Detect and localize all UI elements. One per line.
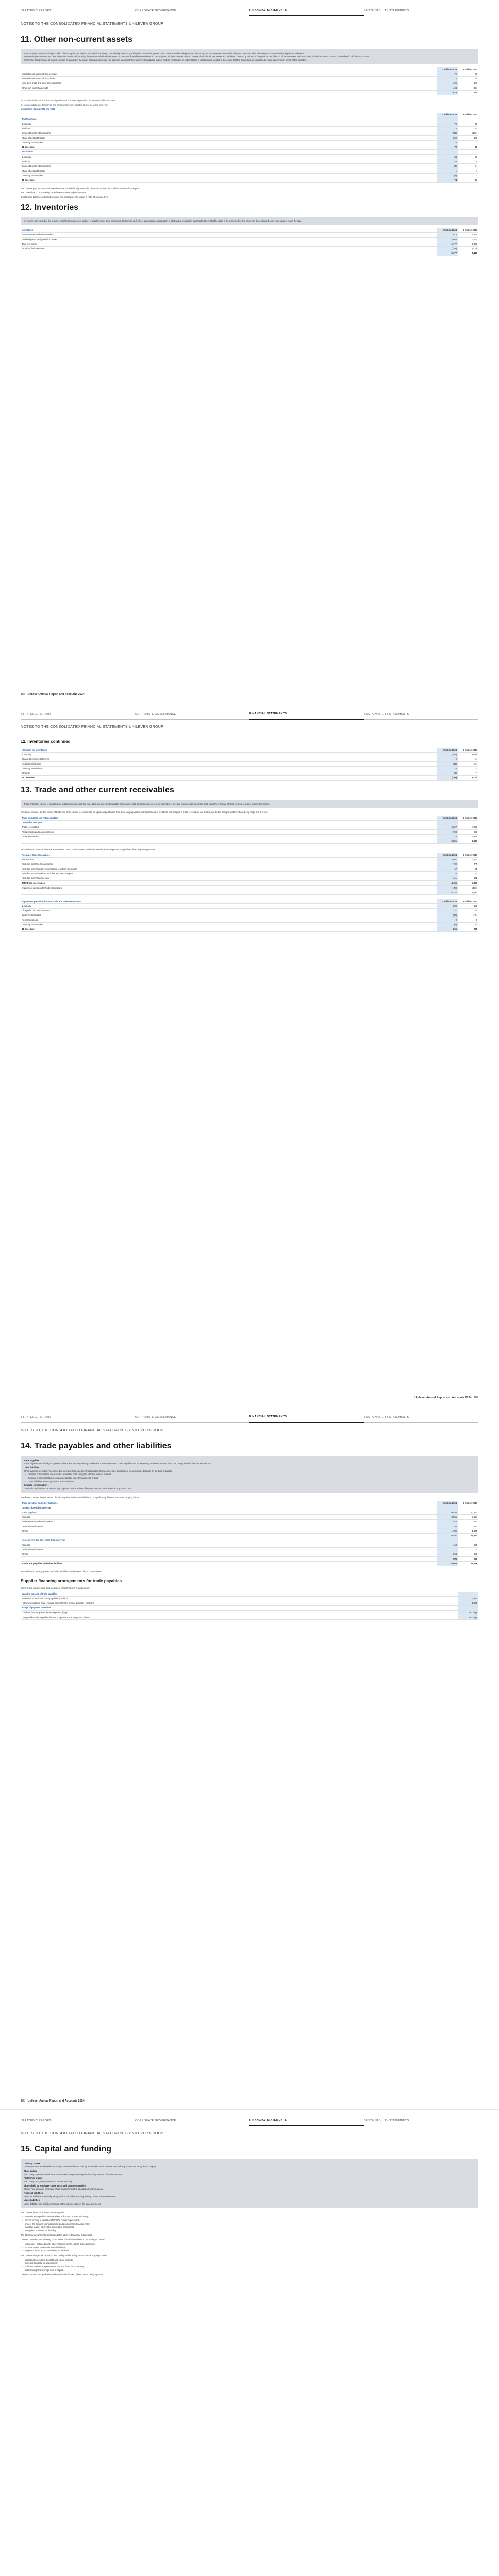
policy-box: Trade and other current receivables are initially recognised at fair value plus any directly attributable transaction costs. Subsequently, except for derivatives, they are measured at amortised cost, using the effective interest method, less any impairment losses. [21,800,478,808]
nav-financial-statements[interactable]: FINANCIAL STATEMENTS [250,712,364,720]
table-row: Not overdue 3,897 3,523 [21,858,478,862]
policy-box: Ordinary shares Ordinary shares are classified as equity. Incremental costs directly attributable to the issue of new ordinary shares are recognised in equity. Share capital The Group operates a number of share-based compensation plans involving awards of ordinary shares. Preference shares The Group recognises preference shares as equity. Shares held by employee share trusts and group companies Shares held to satisfy employee share plans are treated as a deduction from equity. Financial liabilities Financial liabilities are initially recognised at fair value, less any directly related transaction costs. Lease liabilities Lease liabilities are initially measured at the present value of the lease payments. [21,2159,478,2208]
paragraph: We do not consider the fair values of trade payables and other liabilities to be significantly different from their carrying values. [21,1496,140,1499]
table-row: Currency translations 0 0 [21,766,478,771]
table-row: Accruals 148 159 [21,1543,478,1547]
paragraph: The Group has no outstanding capital commitments to joint ventures. [21,191,87,194]
table-row: Other non-current assets(b) 424 324 [21,86,478,90]
table-row: 31 December 72 70 [21,145,478,150]
page-186 [0,0,499,703]
supplier-finance-table: Carrying amount of trade payables Presented in trade and other payables (€ million) 2,347 - of which suppliers have received payment from finance provider (€ million) 1,500 Range of payment due dates Liabilities that are part of the arrangement (days) 150 days Comparable trade payables that are not part of the arrangement (days) 150 days [21,1592,478,1620]
table-row: Liabilities that are part of the arrangement (days) 150 days [21,1611,478,1615]
table-row: Interest in net assets of joint ventures 72 70 [21,72,478,76]
list-item: • total equity - retained profit, other reserves, share capital, share premium; [21,2243,478,2246]
nav-sustainability-statements[interactable]: SUSTAINABILITY STATEMENTS [364,1416,478,1423]
paragraph: The Group's joint ventures and associates are not individually material to the Group's financial position or results for the year. [21,187,140,190]
table-row: Additions 43 6 [21,159,478,164]
page-188 [0,1406,499,2110]
table-row: Reclassifications 0 0 [21,918,478,922]
table-row: Others 1,780 1,161 [21,1529,478,1533]
table-row: Currency retranslation (1) 0 [21,173,478,178]
paragraph: Unilever monitors the qualitative and quantitative factors utilised by the rating agencies. [21,2273,104,2276]
table-total: 6,601 5,997 [21,839,478,844]
section-title: 15. Capital and funding [21,2145,112,2154]
page-footer: 188 Unilever Annual Report and Accounts 2024 [21,2099,85,2103]
page-187 [0,703,499,1406]
nav-corporate-governance[interactable]: CORPORATE GOVERNANCE [135,1416,250,1423]
table-row: Raw materials and consumables 1,614 1,874 [21,232,478,237]
paragraph: Unilever considers the following components of its balance sheet to be managed capital: [21,2238,105,2241]
list-item: • optimal weighted average cost of capital. [21,2269,478,2272]
nav-strategic-report[interactable]: STRATEGIC REPORT [21,2119,135,2126]
paragraph: The Group's financial activities are designed to: [21,2211,66,2214]
other-noncurrent-table [21,67,478,95]
table-row: Long-term trade and other receivables(a) 106 183 [21,81,478,86]
table-row: Charged to income statement 37 34 [21,908,478,913]
paragraph: Outstanding balances with joint ventures and associates are shown in note 23 on page 176. [21,195,108,198]
table-row: 31 December (191) (219) [21,776,478,781]
table-row: Total inventories 5,177 5,336 [21,242,478,247]
table-row: Prepayments and accrued income 998 638 [21,830,478,835]
col-header: € million 2024 [437,67,458,72]
table-row: Range of payment due dates [21,1606,478,1611]
table-row: Currency retranslation (1) (5) [21,922,478,927]
list-item: • appropriate access to the debt and equity markets; [21,2259,478,2262]
nav-corporate-governance[interactable]: CORPORATE GOVERNANCE [135,9,250,16]
table-row: Deferred consideration 55 167 [21,1524,478,1529]
table-row: Total trade receivables 4,495 4,237 [21,881,478,886]
provision-inventories-table: Provision for inventories € million 2024 € million 2023 1 January (219) (190) Charge to income statement 9 (6) Reductions/releases (13) (16) Currency translations 0 0 Other(a) (3) (7) 31 December (191) (219) [21,748,478,781]
table-row: Share of net profit/(loss) 1 4 [21,168,478,173]
table-row: Dividends received/reductions (202) (182) [21,131,478,136]
table-row: 1 January (219) (190) [21,752,478,757]
table-total: 4,327 4,023 [21,890,478,895]
table-row: 1 January 205 196 [21,904,478,908]
section-title: 12. Inventories [21,202,79,212]
top-nav [0,1406,499,1423]
list-item: • maintain a competitive balance sheet in line with at least A/A rating; [21,2215,478,2218]
list-item: • sufficient flexibility for acquisitions; [21,2262,478,2265]
table-row: Other(a) (3) (7) [21,771,478,776]
section-title: 11. Other non-current assets [21,35,132,44]
paragraph: The Group manages its capital so as to safeguard its ability to continue as a going concern. [21,2254,108,2257]
page-189 [0,2110,499,2576]
table-row: Accruals 3,855 3,667 [21,1515,478,1519]
subsection-title: 12. Inventories continued [21,739,71,744]
nav-corporate-governance[interactable]: CORPORATE GOVERNANCE [135,713,250,720]
group-title: Joint ventures [21,117,437,122]
policy-text: Where the Group's share of losses exceeds its interest in the equity accounted investee, the carrying amount of the investment is reduced to zero and the recognition of further losses is discontinued, except to the extent that the Group has an obligation to make payments on behalf of the investee. [24,58,307,61]
paragraph: Included within trade receivables are amounts due to our customers and other receivables in respect of supply chain financing arrangements. [21,848,156,851]
page-number: 188 [21,2099,25,2103]
section-title: 13. Trade and other current receivables [21,786,174,795]
table-row: Past due more than three months but less than six months 47 41 [21,867,478,872]
policy-box [21,49,478,64]
table-row: Impairment provision for trade receivables (178) (168) [21,886,478,890]
policy-box: Inventories are valued at the lower of weighted average cost and net realisable value. Cost comprises direct costs and, where appropriate, a proportion of attributable production overheads. Net realisable value is the estimated selling price less the estimated costs necessary to make the sale. [21,217,478,225]
paragraph: Some of our suppliers are paid via supply chain financing arrangements. [21,1587,90,1590]
table-row: Trade payables 10,036 10,260 [21,1510,478,1515]
inventories-table: Inventories € million 2024 € million 2023 Raw materials and consumables 1,614 1,874 Finished goods and goods for resale 3,563 3,462 Total inventories 5,177 5,336 Provision for inventories (191) (219) 5,177 5,119 [21,228,478,256]
table-row: 1 January 34 29 [21,155,478,159]
nav-sustainability-statements[interactable]: SUSTAINABILITY STATEMENTS [364,9,478,16]
page-footer: 186 Unilever Annual Report and Accounts 2024 [21,692,85,696]
impairment-table: Impairment provision for total trade and other receivables € million 2024 € million 2023 1 January 205 196 Charged to income statement 37 34 Reductions/releases (48) (35) Reclassifications 0 0 Currency retranslation (1) (5) 31 December 206 205 [21,899,478,931]
table-row: Dividends received/reductions (3) (5) [21,164,478,168]
table-row: Past due more than six months but less than one year 28 30 [21,872,478,876]
table-row: Charge to income statement 9 (6) [21,757,478,761]
nav-sustainability-statements[interactable]: SUSTAINABILITY STATEMENTS [364,2119,478,2126]
payables-table: Trade payables and other liabilities € million 2024 € million 2023 Current: due within one year Trade payables 10,036 10,260 Accruals 3,855 3,667 Social security and sundry taxes 625 512 Deferred consideration 55 167 Others 1,780 1,161 16,351 15,857 Non-current: due after more than one year Accruals 148 159 Deferred consideration 1 1 Others 354 139 503 299 Total trade payables and other liabilities 16,854 16,156 [21,1501,478,1566]
table-total: 676 611 [21,90,478,95]
policy-text: Interests in joint ventures and associates are accounted for using the equity method and are stated in the consolidated balance sheet at cost, adjusted for the movement in the Group's share of their net assets and liabilities. The Group's share of the profit or loss after tax of joint ventures and associates is included in the Group's consolidated profit before taxation. [24,55,370,58]
table-row: Past due more than one year 141 141 [21,876,478,881]
nav-financial-statements[interactable]: FINANCIAL STATEMENTS [250,2119,364,2126]
table-title: Movements during 2024 and 2023 [21,108,55,111]
section-title: 14. Trade payables and other liabilities [21,1442,172,1450]
top-nav [0,703,499,720]
notes-title: NOTES TO THE CONSOLIDATED FINANCIAL STATEMENTS UNILEVER GROUP [21,2132,164,2136]
subsection-title: Supplier financing arrangements for trade payables [21,1578,122,1583]
receivables-table: Trade and other current receivables € million 2024 € million 2023 Due within one year Trade receivables 4,327 4,023 Prepayments and accrued income 998 638 Other receivables 1,276 1,336 6,601 5,997 [21,816,478,844]
table-row: 1 January 70 66 [21,122,478,127]
page-number: 187 [474,1396,478,1399]
page-number: 186 [21,692,25,696]
table-row: Trade receivables 4,327 4,023 [21,825,478,830]
table-row: Deferred consideration 1 1 [21,1547,478,1552]
table-row: 31 December 206 205 [21,927,478,931]
list-item: • long-term debt - non-current financial liabilities. [21,2249,478,2252]
paragraph: The Treasury department maintains a list of approved financial instruments. [21,2233,93,2236]
list-item: • short-term debt - current financial liabilities; [21,2246,478,2249]
list-item: • secure funding at lowest costs for the Group's operations; [21,2219,478,2222]
table-row: Reductions/releases (48) (35) [21,913,478,918]
table-row: Social security and sundry taxes 625 512 [21,1519,478,1524]
paragraph: Included within trade payables and other liabilities are discounts due to our customers. [21,1570,103,1573]
table-total: 5,177 5,119 [21,251,478,256]
list-item: • sufficient resilience against economic and financial uncertainty; [21,2265,478,2268]
table-row: Other receivables 1,276 1,336 [21,835,478,839]
movements-table: € million 2024 € million 2023 Joint ventures 1 January 70 66 Additions 4 10 Dividends received/reductions (202) (182) Share of net profit/(loss) 200 176 Currency retranslation 0 0 31 December 72 70 Associates 1 January 34 29 Additions 43 6 Dividends received/reductions (3) (5) Share of net profit/(loss) 1 4 Currency retranslation (1) 0 31 December 74 34 [21,113,478,183]
nav-financial-statements[interactable]: FINANCIAL STATEMENTS [250,1415,364,1423]
notes-title: NOTES TO THE CONSOLIDATED FINANCIAL STATEMENTS UNILEVER GROUP [21,1429,164,1432]
policy-box: Trade payables Trade payables are initially recognised at fair value less any directly attributable transaction costs. Trade payables are subsequently measured at amortised cost, using the effective interest method. Other liabilities Other liabilities are initially recognised at fair value less any directly attributable transaction costs. Subsequent measurement depends on the type of liability. • Deferred consideration measured at amortised cost, using the effective interest method. • Contingent consideration is remeasured at fair value through profit or loss. • Other liabilities are recognised at amortised cost. Deferred consideration Deferred consideration represents any payments to the sellers of businesses that occur after the acquisition date. [21,1456,478,1493]
top-nav [0,0,499,16]
notes-title: NOTES TO THE CONSOLIDATED FINANCIAL STATEMENTS UNILEVER GROUP [21,22,164,26]
policy-text: Joint ventures are undertakings in which the Group has an interest and which are jointly controlled by the Group and one or more other parties. Associates are undertakings where the Group has an investment in which it does not have control or joint control but can exercise significant influence. [24,52,305,55]
table-row: Interest in net assets of associates 74 34 [21,76,478,81]
table-row: Others 354 139 [21,1552,478,1556]
group-title: Associates [21,150,437,155]
list-item: • maintain market risks within acceptable parameters; [21,2226,478,2229]
paragraph: We do not consider the fair values of trade and other current receivables to be significantly different from their carrying values. Concentrations of credit risk with respect to trade receivables are limited, due to the Group's customer base being large and diverse. [21,811,268,814]
top-nav [0,2110,499,2126]
col-header: € million 2023 [458,67,478,72]
table-row: Comparable trade payables that are not part of the arrangement (days) 150 days [21,1615,478,1620]
table-row: Currency retranslation 0 0 [21,141,478,145]
notes-title: NOTES TO THE CONSOLIDATED FINANCIAL STATEMENTS UNILEVER GROUP [21,725,164,729]
ageing-table: Ageing of trade receivables € million 2024 € million 2023 Not overdue 3,897 3,523 Past due less than three months 382 401 Past due more than three months but less than six months 47 41 Past due more than six months but less than one year 28 30 Past due more than one year 141 141 Total trade receivables 4,495 4,237 Impairment provision for trade receivables (178) (168) 4,327 4,023 [21,853,478,895]
footnote: (b) Includes deposits, derivatives and prepayments not expected to reverse within one year. [21,103,108,106]
footnote: (a) Includes balances due from other parties which are not expected to be received within one year. [21,99,115,102]
table-row: Provision for inventories (191) (219) [21,247,478,251]
table-row: Reductions/releases (13) (16) [21,761,478,766]
table-row: Additions 4 10 [21,127,478,131]
nav-strategic-report[interactable]: STRATEGIC REPORT [21,1416,135,1423]
table-row: Past due less than three months 382 401 [21,862,478,867]
nav-corporate-governance[interactable]: CORPORATE GOVERNANCE [135,2119,250,2126]
nav-strategic-report[interactable]: STRATEGIC REPORT [21,9,135,16]
table-row: Finished goods and goods for resale 3,563 3,462 [21,237,478,242]
table-row: - of which suppliers have received payment from finance provider (€ million) 1,500 [21,1601,478,1606]
nav-strategic-report[interactable]: STRATEGIC REPORT [21,713,135,720]
page-footer: Unilever Annual Report and Accounts 2024 187 [414,1396,478,1399]
table-row: Presented in trade and other payables (€ million) 2,347 [21,1597,478,1601]
nav-sustainability-statements[interactable]: SUSTAINABILITY STATEMENTS [364,713,478,720]
table-row: 31 December 74 34 [21,178,478,182]
list-item: • strengthen our financial flexibility. [21,2229,478,2232]
list-item: • protect the Group's financial results and position from financial risks; [21,2223,478,2226]
table-row: Share of net profit/(loss) 200 176 [21,136,478,141]
nav-financial-statements[interactable]: FINANCIAL STATEMENTS [250,9,364,16]
